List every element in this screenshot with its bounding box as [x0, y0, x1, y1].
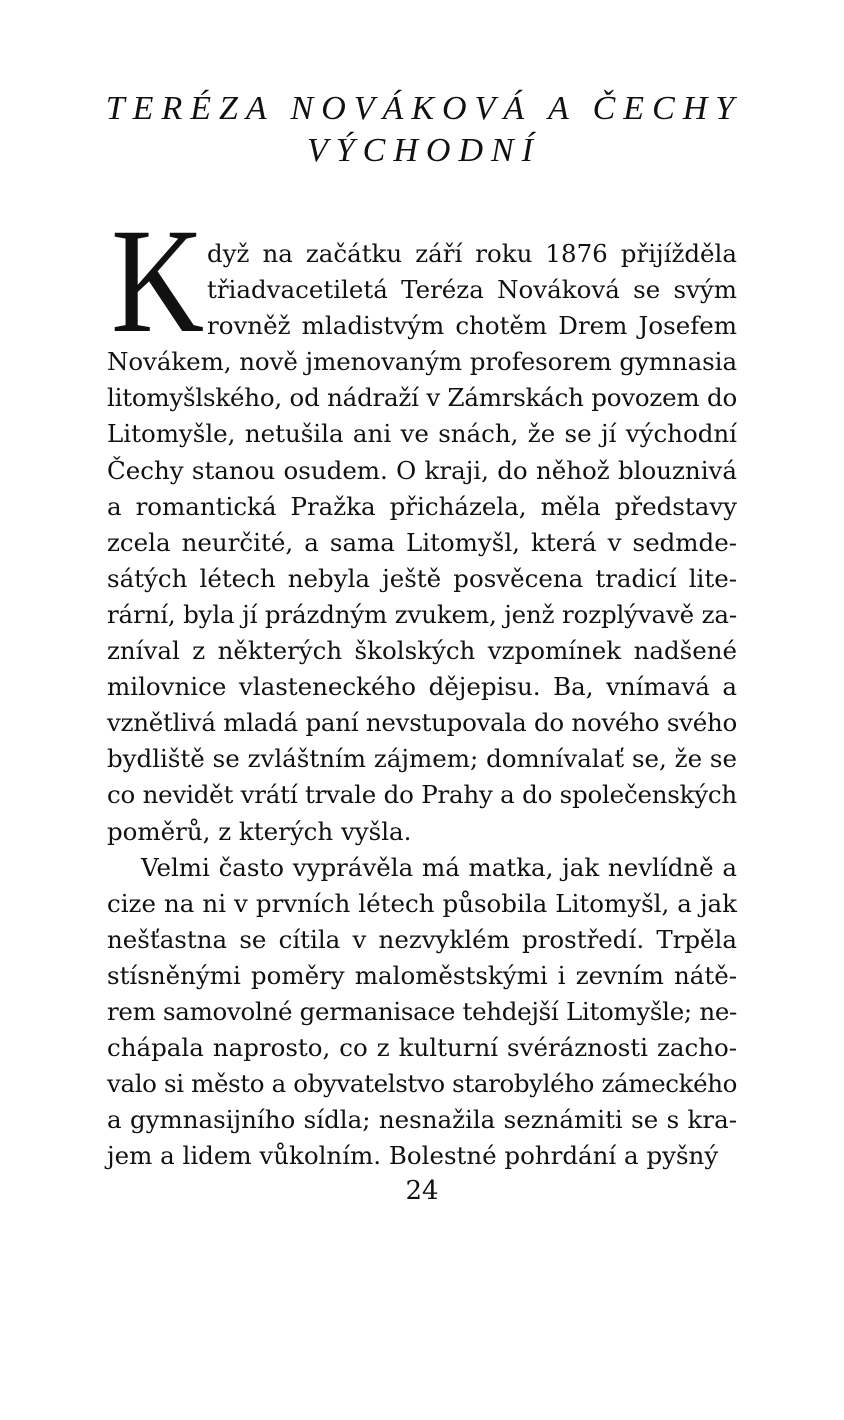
text-line: zníval z některých školských vzpomínek nadšené	[107, 636, 737, 666]
text-line: co nevidět vrátí trvale do Prahy a do společenských	[107, 780, 737, 810]
text-line: bydliště se zvláštním zájmem; domnívalať se, že se	[107, 744, 737, 774]
text-line: vznětlivá mladá paní nevstupovala do nového svého	[107, 708, 737, 738]
text-line: třiadvacetiletá Teréza Nováková se svým	[207, 275, 737, 305]
text-line: a gymnasijního sídla; nesnažila seznámiti se s kra-	[107, 1105, 737, 1135]
text-line: chápala naprosto, co z kulturní svéráznosti zacho-	[107, 1033, 737, 1063]
text-line: nešťastna se cítila v nezvyklém prostředí. Trpěla	[107, 924, 737, 954]
page-number: 24	[405, 1176, 439, 1206]
text-line: Novákem, nově jmenovaným profesorem gymnasia	[107, 347, 737, 377]
text-line: litomyšlského, od nádraží v Zámrskách povozem do	[107, 383, 737, 413]
text-line: cize na ni v prvních létech působila Litomyšl, a jak	[107, 888, 737, 918]
chapter-title-line-1: TERÉZA NOVÁKOVÁ A ČECHY	[105, 90, 743, 127]
text-line: jem a lidem vůkolním. Bolestné pohrdání a pyšný	[107, 1141, 719, 1171]
text-line: zcela neurčité, a sama Litomyšl, která v sedmde-	[107, 527, 737, 557]
chapter-title-line-2: VÝCHODNÍ	[306, 132, 542, 169]
text-line: valo si město a obyvatelstvo starobylého zámeckého	[107, 1069, 737, 1099]
text-line: poměrů, z kterých vyšla.	[107, 816, 412, 846]
text-line: rovněž mladistvým chotěm Drem Josefem	[207, 311, 737, 341]
text-line: milovnice vlasteneckého dějepisu. Ba, vnímavá a	[107, 672, 737, 702]
text-line: a romantická Pražka přicházela, měla představy	[107, 491, 737, 521]
text-line: Velmi často vyprávěla má matka, jak nevlídně a	[141, 852, 737, 882]
text-line: Čechy stanou osudem. O kraji, do něhož blouznivá	[107, 455, 737, 485]
text-line: rární, byla jí prázdným zvukem, jenž rozplývavě za-	[107, 599, 737, 629]
drop-cap: K	[111, 198, 205, 364]
text-line: rem samovolné germanisace tehdejší Litomyšle; ne-	[107, 996, 737, 1026]
text-line: Litomyšle, netušila ani ve snách, že se jí východní	[107, 419, 737, 449]
text-line: dyž na začátku září roku 1876 přijížděla	[207, 239, 737, 268]
chapter-title	[100, 88, 748, 172]
body-text	[107, 236, 737, 1174]
text-line: stísněnými poměry maloměstskými i zevním nátě-	[107, 960, 737, 990]
text-line: sátých létech nebyla ještě posvěcena tradicí lite-	[107, 563, 737, 593]
